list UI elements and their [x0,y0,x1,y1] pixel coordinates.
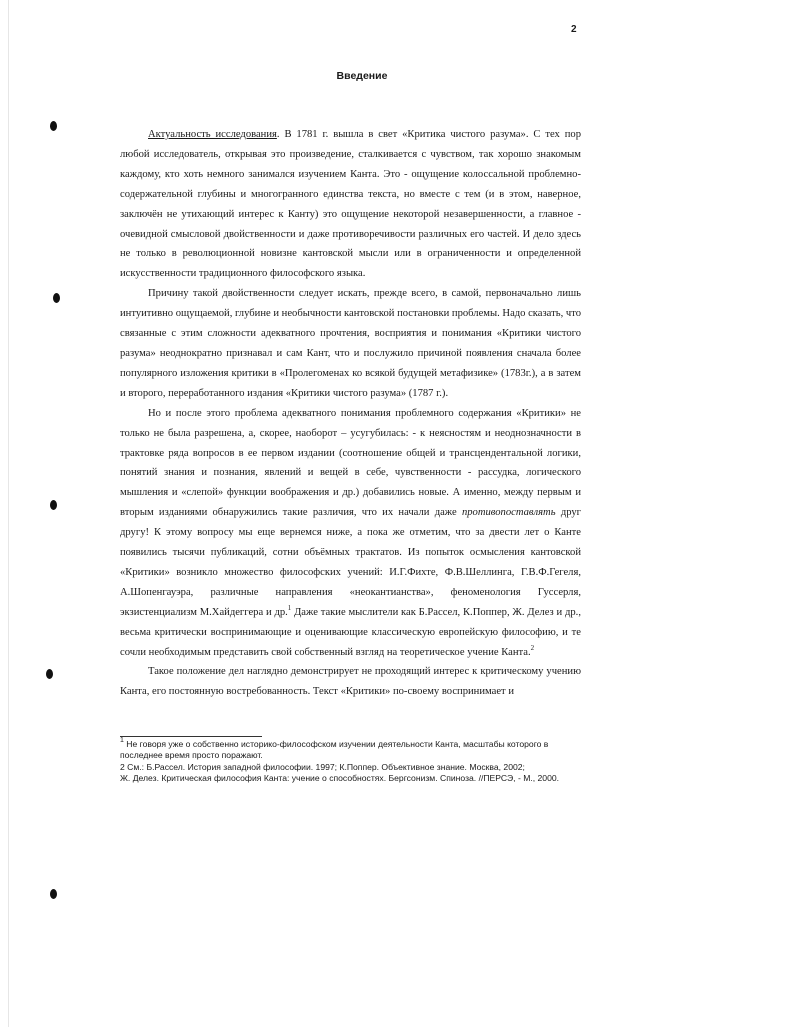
footnote-divider [120,736,262,737]
punch-hole-mark [50,500,57,510]
paragraph-1 [120,125,581,284]
paragraph-4: Такое положение дел наглядно демонстрирует не проходящий интерес к критическому учению Канта, его постоянную востребованность. Текст «Критики» по-своему воспринимает и [120,666,581,698]
punch-hole-mark [53,293,60,303]
footnote-3: Ж. Делез. Критическая философия Канта: учение о способностях. Бергсонизм. Спиноза. //ПЕРСЭ, - М., 2000. [120,773,560,784]
paragraph-lead: Актуальность исследования [148,129,277,140]
section-heading: Введение [336,70,388,82]
body-text [120,125,581,702]
paragraph-3: Но и после этого проблема адекватного понимания проблемного содержания «Критики» не только не была разрешена, а, скорее, наоборот – усугубилась: - к неясностям и неоднозначности в трактовке ряда вопросов в ее первом издании (соотношение общей и трансцендентальной логики, понятий знания и познания, явлений и вещей в себе, чувственности - рассудка, логического мышления и «слепой» функции воображения и др.) добавились новые. А именно, между первым и вторым изданиями обнаружились такие различия, что их начали даже противопоставлять друг другу! К этому вопросу мы еще вернемся ниже, а пока же отметим, что за двести лет о Канте появились тысячи публикаций, сотни объёмных трактатов. Из попыток осмысления кантовской «Критики» возникло множество философских учений: И.Г.Фихте, Ф.В.Шеллинга, Г.В.Ф.Гегеля, А.Шопенгауэра, различные направления «неокантианства», феноменология Гуссерля, экзистенциализм М.Хайдеггера и др.$^1$ Даже такие мыслители как Б.Рассел, К.Поппер, Ж. Делез и др., весьма критически воспринимающие и оценивающие классическую европейскую философию, и те сочли необходимым представить свой собственный взгляд на теоретическое учение Канта.$^2$ [120,407,582,658]
footnote-ref-2[interactable]: 2 [530,643,535,652]
footnote-ref-1[interactable]: 1 [287,603,292,612]
punch-hole-mark [50,889,57,899]
scan-edge-line [8,0,9,1027]
punch-hole-mark [50,121,57,131]
page-number: 2 [571,24,577,35]
punch-hole-mark [46,669,53,679]
emphasis-text: противопоставлять [461,507,556,519]
footnotes [120,739,590,785]
footnote-2: 2 См.: Б.Рассел. История западной философии. 1997; К.Поппер. Объективное знание. Москва, 2002; [120,761,525,772]
paragraph-2: Причину такой двойственности следует искать, прежде всего, в самой, первоначально лишь интуитивно ощущаемой, глубине и необычности кантовской постановки проблемы. Надо сказать, что связанные с этим сложности адекватного прочтения, восприятия и понимания «Критики чистого разума» неоднократно признавал и сам Кант, что и послужило причиной появления сначала более популярного изложения критики в «Пролегоменах ко всякой будущей метафизике» (1783г.), а в затем и второго, переработанного издания «Критики чистого разума» (1787 г.). [120,288,581,399]
footnote-1: $^1$ Не говоря уже о собственно историко-философском изучении деятельности Канта, масштабы которого в последнее время просто поражают. [120,737,549,761]
paragraph-text: . В 1781 г. вышла в свет «Критика чистого разума». С тех пор любой исследователь, открывая это произведение, сталкивается с чувством, так хорошо знакомым каждому, кто хоть немного занимался изучением Канта. Это - ощущение колоссальной проблемно-содержательной глубины и многогранного единства текста, но вместе с тем (и в этом, наверное, заключён не утихающий интерес к Канту) это ощущение некоторой незавершенности, а главное - очевидной смысловой двойственности и даже противоречивости различных его частей. И дело здесь не только в революционной новизне кантовской мысли или в ограниченности и определенной искусственности традиционного философского языка. [120,129,581,280]
